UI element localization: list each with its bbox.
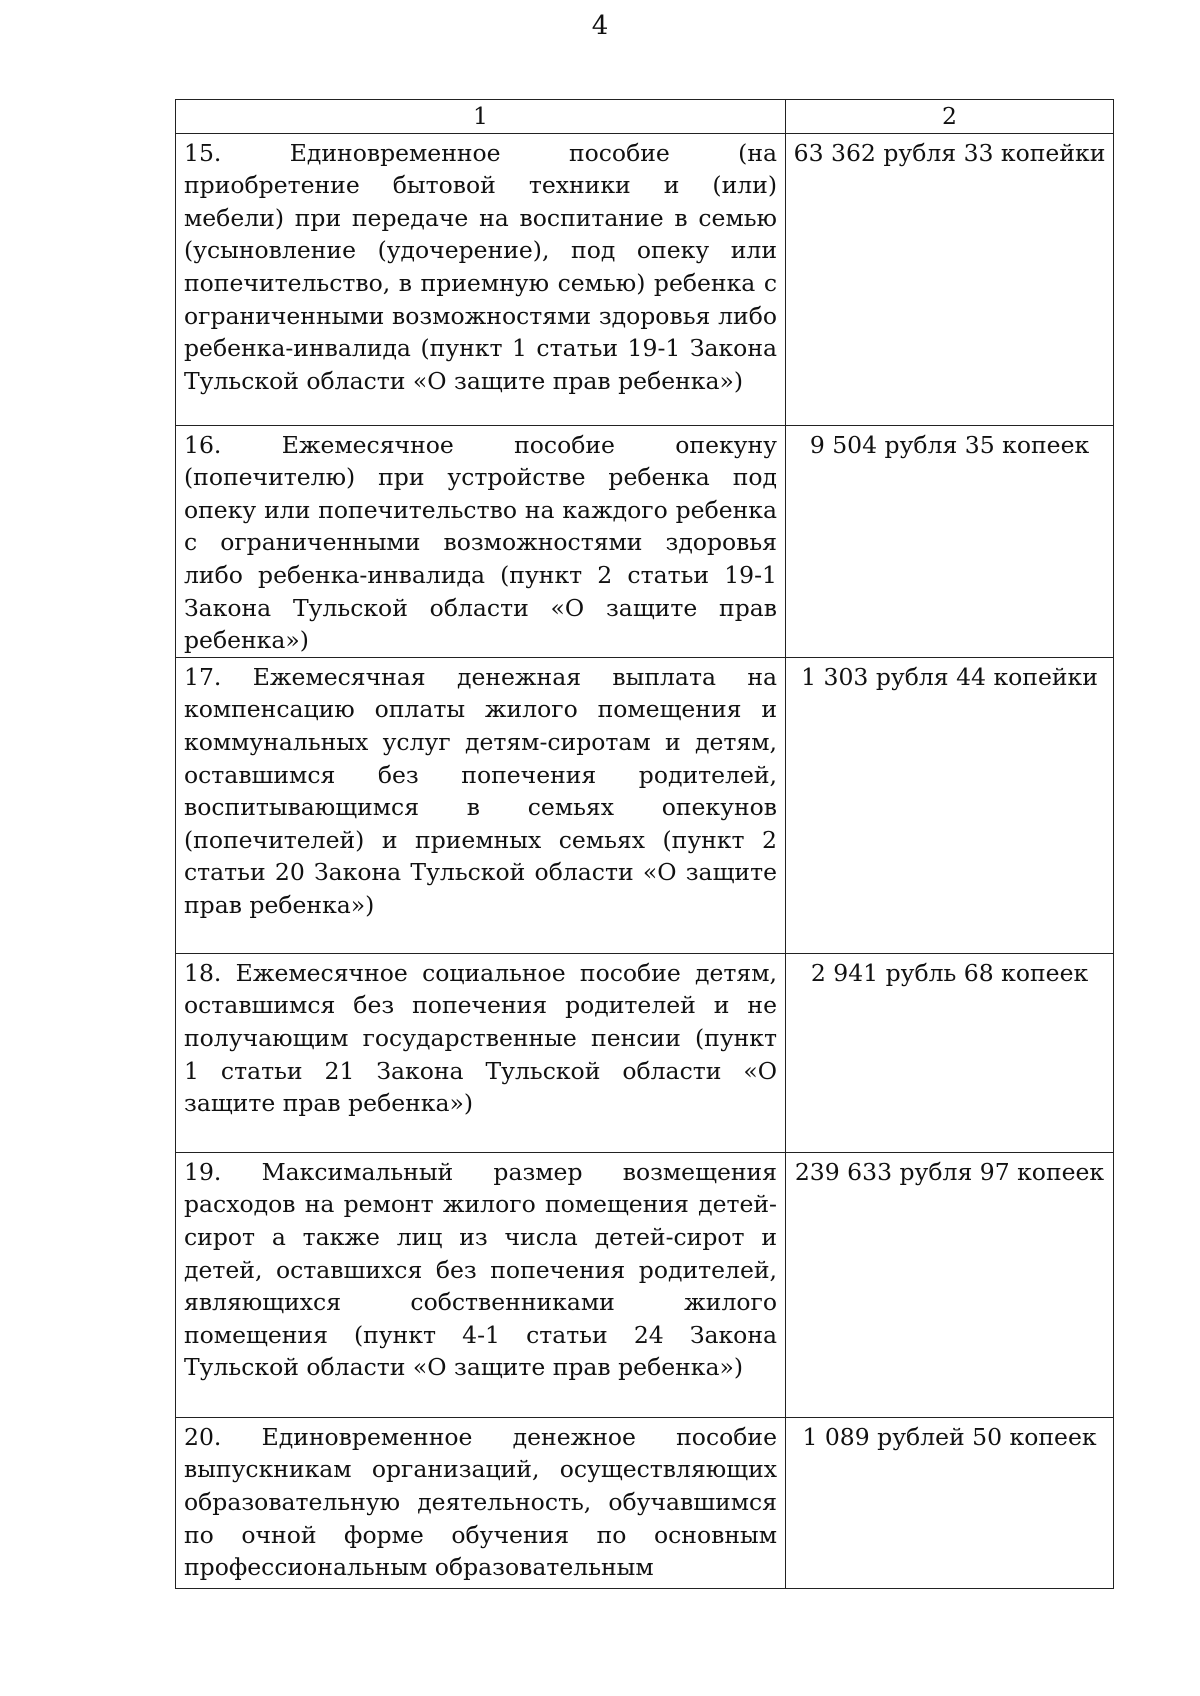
row-description: 15. Единовременное пособие (на приобретение бытовой техники и (или) мебели) при передаче на воспитание в семью (усыновление (удочерение), под опеку или попечительство, в приемную семью) ребенка с ограниченными возможностями здоровья либо ребенка-инвалида (пункт 1 статьи 19-1 Закона Тульской области «О защите прав ребенка») <box>176 133 786 425</box>
row-amount: 63 362 рубля 33 копейки <box>786 133 1114 425</box>
table-row <box>176 1417 1114 1588</box>
row-description: 17. Ежемесячная денежная выплата на компенсацию оплаты жилого помещения и коммунальных услуг детям-сиротам и детям, оставшимся без попечения родителей, воспитывающимся в семьях опекунов (попечителей) и приемных семьях (пункт 2 статьи 20 Закона Тульской области «О защите прав ребенка») <box>176 657 786 953</box>
row-description: 19. Максимальный размер возмещения расходов на ремонт жилого помещения детей-сирот а также лиц из числа детей-сирот и детей, оставшихся без попечения родителей, являющихся собственниками жилого помещения (пункт 4-1 статьи 24 Закона Тульской области «О защите прав ребенка») <box>176 1152 786 1417</box>
row-description: 18. Ежемесячное социальное пособие детям, оставшимся без попечения родителей и не получающим государственные пенсии (пункт 1 статьи 21 Закона Тульской области «О защите прав ребенка») <box>176 953 786 1152</box>
table-row <box>176 953 1114 1152</box>
row-amount: 239 633 рубля 97 копеек <box>786 1152 1114 1417</box>
row-description-cell <box>176 1417 786 1588</box>
table-row <box>176 1152 1114 1417</box>
row-amount: 1 303 рубля 44 копейки <box>786 657 1114 953</box>
table-header-row <box>176 100 1114 134</box>
row-description: 16. Ежемесячное пособие опекуну (попечителю) при устройстве ребенка под опеку или попечительство на каждого ребенка с ограниченными возможностями здоровья либо ребенка-инвалида (пункт 2 статьи 19-1 Закона Тульской области «О защите прав ребенка») <box>176 425 786 657</box>
table-row <box>176 133 1114 425</box>
benefits-table <box>175 99 1114 1589</box>
row-amount: 2 941 рубль 68 копеек <box>786 953 1114 1152</box>
table-row <box>176 657 1114 953</box>
row-description: 20. Единовременное денежное пособие выпускникам организаций, осуществляющих образовательную деятельность, обучавшимся по очной форме обучения по основным профессиональным образовательным <box>184 1422 777 1582</box>
row-amount: 9 504 рубля 35 копеек <box>786 425 1114 657</box>
row-amount: 1 089 рублей 50 копеек <box>786 1417 1114 1588</box>
column-header-1: 1 <box>176 100 786 134</box>
column-header-2: 2 <box>786 100 1114 134</box>
table-row <box>176 425 1114 657</box>
page-number: 4 <box>591 11 609 41</box>
